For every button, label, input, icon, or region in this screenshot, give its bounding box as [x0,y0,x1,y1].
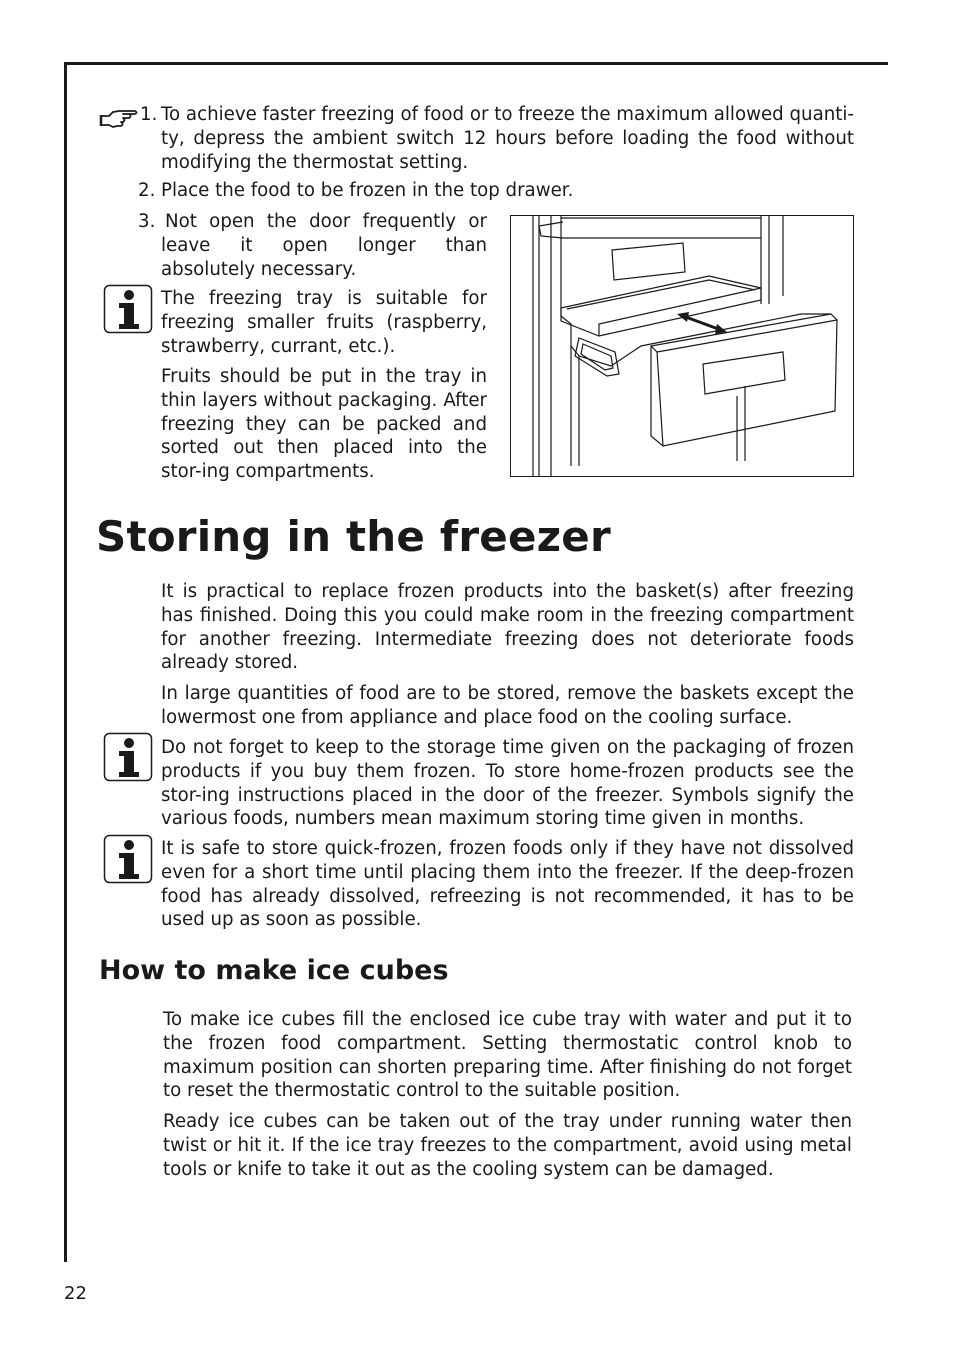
freezer-drawer-illustration [510,215,854,477]
storing-title: Storing in the freezer [96,512,611,561]
ice-cubes-para-1: To make ice cubes fill the enclosed ice cube tray with water and put it to the frozen food compartment. Setting thermostatic control knob to maximum position can shorten preparing time. After finishing do not forget to reset the thermostatic control to the suitable position. [163,1009,852,1102]
step-2-text: Place the food to be frozen in the top drawer. [161,180,574,201]
tray-note: The freezing tray is suitable for freezing smaller fruits (raspberry, strawberry, currant, etc.). [161,288,487,357]
info-icon [103,834,153,884]
page-number: 22 [64,1283,87,1304]
step-1-text: To achieve faster freezing of food or to freeze the maximum allowed quanti-ty, depress the ambient switch 12 hours before loading the food without modifying the thermostat setting. [161,104,854,173]
drawer-drawing [511,216,854,477]
ice-cubes-title: How to make ice cubes [99,955,449,986]
step-2-number: 2. [138,180,156,201]
fruits-text: Fruits should be put in the tray in thin layers without packaging. After freezing they can be packed and sorted out then placed into the stor-ing compartments. [161,366,487,483]
storing-note-1: Do not forget to keep to the storage time given on the packaging of frozen products if you buy them frozen. To store home-frozen products see the stor-ing instructions placed in the door of the freezer. Symbols signify the various foods, numbers mean maximum storing time given in months. [161,737,854,830]
pointing-hand-icon [99,107,139,133]
storing-note-2: It is safe to store quick-frozen, frozen foods only if they have not dissolved even for a short time until placing them into the freezer. If the deep-frozen food has already dissolved, refreezing is not recommended, it has to be used up as soon as possible. [161,838,854,931]
top-rule [64,62,888,65]
ice-cubes-para-2: Ready ice cubes can be taken out of the tray under running water then twist or hit it. If the ice tray freezes to the compartment, avoid using metal tools or knife to take it out as the cooling system can be damaged. [163,1111,852,1180]
step-3-text: Not open the door frequently or leave it open longer than absolutely necessary. [161,211,487,280]
storing-para-2: In large quantities of food are to be stored, remove the baskets except the lowermost one from appliance and place food on the cooling surface. [161,683,854,728]
step-3-number: 3. [138,211,156,232]
info-icon [103,284,153,334]
step-1-number: 1. [140,104,158,125]
storing-para-1: It is practical to replace frozen products into the basket(s) after freezing has finished. Doing this you could make room in the freezing compartment for another freezing. Intermediate freezing does not deteriorate foods already stored. [161,581,854,674]
info-icon [103,732,153,782]
left-rule [64,62,67,1262]
